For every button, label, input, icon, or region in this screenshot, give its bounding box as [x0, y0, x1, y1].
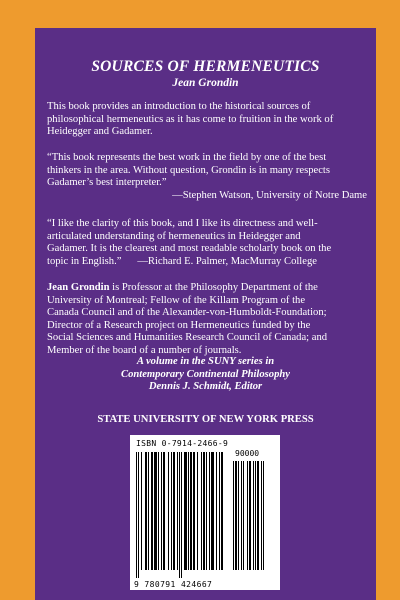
quote-line: Gadamer. It is the clearest and most readable scholarly book on the — [47, 243, 332, 254]
review-quote-palmer — [47, 218, 367, 268]
quote-line: articulated understanding of hermeneutics in Heidegger and — [47, 230, 301, 242]
bio-line: is Professor at the Philosophy Department of the — [109, 282, 318, 293]
intro-line: This book provides an introduction to the historical sources of — [47, 101, 311, 112]
bio-line: Director of a Research project on Hermeneutics funded by the — [47, 319, 311, 331]
quote-line: topic in English.” —Richard E. Palmer, MacMurray College — [47, 255, 317, 267]
isbn-text: ISBN 0-7914-2466-9 — [136, 439, 229, 448]
series-line: Dennis J. Schmidt, Editor — [148, 381, 263, 392]
bio-line: Social Sciences and Humanities Research Council of Canada; and — [47, 332, 328, 343]
quote-line: thinkers in the area. Without question, Grondin is in many respects — [47, 164, 330, 176]
quote-line: “This book represents the best work in the field by one of the best — [47, 152, 327, 163]
barcode-label — [130, 435, 280, 590]
bio-line: University of Montreal; Fellow of the Killam Program of the — [47, 294, 306, 306]
price-code-text: 90000 — [235, 449, 260, 458]
bio-line: Canada Council and of the Alexander-von-Humboldt-Foundation; — [47, 307, 327, 318]
bio-author-name: Jean Grondin — [47, 282, 110, 293]
ean-barcode-bars — [136, 452, 230, 578]
quote-attribution-watson: —Stephen Watson, University of Notre Dame — [172, 190, 367, 201]
publisher-name: STATE UNIVERSITY OF NEW YORK PRESS — [97, 414, 314, 425]
series-line: A volume in the SUNY series in — [136, 356, 275, 367]
intro-paragraph — [47, 101, 367, 139]
quote-line: “I like the clarity of this book, and I like its directness and well- — [47, 218, 318, 229]
back-cover-panel — [35, 28, 376, 600]
book-title: SOURCES OF HERMENEUTICS — [91, 58, 320, 75]
review-quote-watson — [47, 152, 367, 190]
intro-line: philosophical hermeneutics as it has come to fruition in the work of — [47, 113, 334, 125]
series-note — [35, 356, 376, 394]
ean-number-text: 9 780791 424667 — [134, 580, 213, 589]
intro-line: Heidegger and Gadamer. — [47, 126, 153, 137]
bio-line: Member of the board of a number of journals. — [47, 344, 242, 356]
series-line: Contemporary Continental Philosophy — [121, 368, 290, 380]
author-bio — [47, 282, 367, 357]
book-author: Jean Grondin — [172, 77, 239, 89]
price-barcode-bars — [233, 461, 273, 578]
quote-line: Gadamer’s best interpreter.” — [47, 177, 167, 188]
